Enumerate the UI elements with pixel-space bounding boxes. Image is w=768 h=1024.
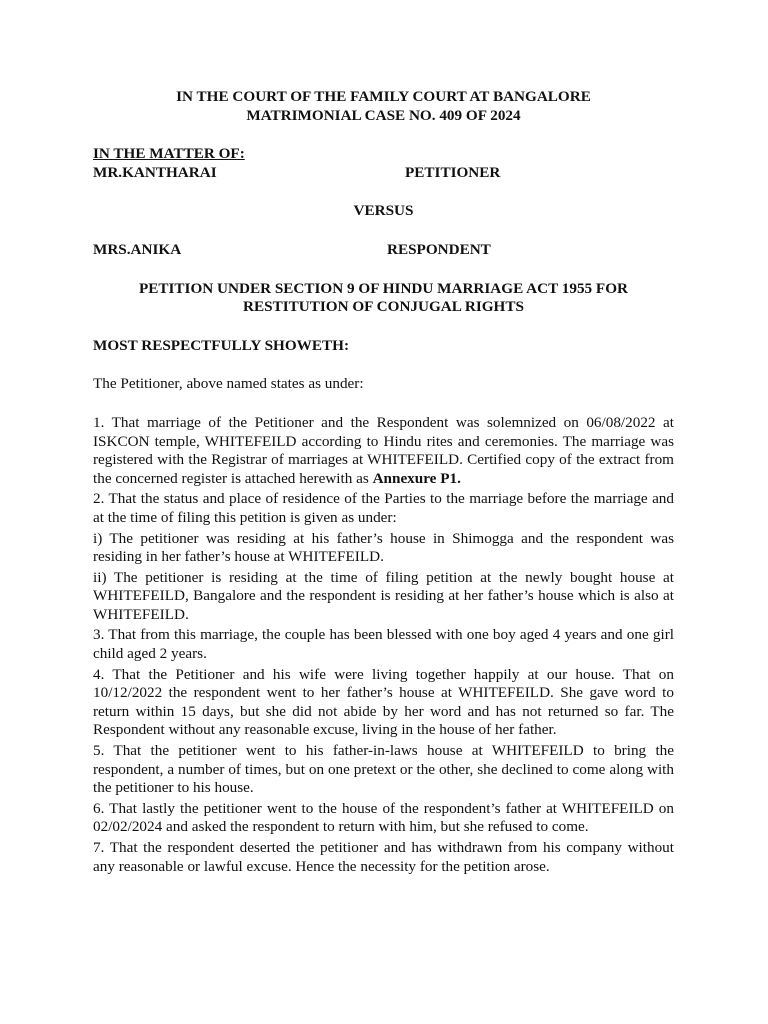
document-page	[93, 88, 674, 878]
intro-text: The Petitioner, above named states as under:	[93, 375, 364, 393]
petitioner-row	[93, 164, 674, 183]
court-heading-line1: IN THE COURT OF THE FAMILY COURT AT BANGALORE	[176, 88, 591, 105]
case-number: MATRIMONIAL CASE NO. 409 OF 2024	[246, 106, 521, 124]
matter-heading	[93, 145, 674, 164]
petition-title-line2: RESTITUTION OF CONJUGAL RIGHTS	[243, 298, 524, 316]
paragraph-4: 4. That the Petitioner and his wife were living together happily at our house. That on 10/12/2022 the respondent went to her father’s house at WHITEFEILD. She gave word to return within 15 days, but she did not abide by her word and has not returned so far. The Respondent without any reasonable excuse, living in the house of her father.	[93, 665, 674, 739]
paragraph-1-text: 1. That marriage of the Petitioner and the Respondent was solemnized on 06/08/2022 at ISKCON temple, WHITEFEILD according to Hindu rites and ceremonies. The marriage was registered with the Registrar of marriages at WHITEFEILD. Certified copy of the extract from the concerned register is attached herewith as	[93, 413, 674, 487]
petitioner-name: MR.KANTHARAI	[93, 163, 217, 181]
petition-title	[93, 280, 674, 317]
matter-label: IN THE MATTER OF:	[93, 145, 245, 163]
versus-label: VERSUS	[353, 202, 414, 220]
paragraph-2-ii: ii) The petitioner is residing at the time of filing petition at the newly bought house at WHITEFEILD, Bangalore and the respondent is residing at her father’s house which is also at WHITEFEILD.	[93, 568, 674, 623]
annexure-label: Annexure P1.	[372, 469, 461, 487]
showeth-heading: MOST RESPECTFULLY SHOWETH:	[93, 336, 349, 354]
paragraph-list	[93, 414, 674, 876]
paragraph-6: 6. That lastly the petitioner went to the house of the respondent’s father at WHITEFEILD on 02/02/2024 and asked the respondent to return with him, but she refused to come.	[93, 799, 674, 836]
respondent-row	[93, 241, 674, 260]
paragraph-3: 3. That from this marriage, the couple has been blessed with one boy aged 4 years and one girl child aged 2 years.	[93, 626, 674, 663]
paragraph-1	[93, 414, 674, 488]
petitioner-role: PETITIONER	[405, 163, 501, 181]
respondent-name: MRS.ANIKA	[93, 240, 182, 258]
paragraph-7: 7. That the respondent deserted the petitioner and has withdrawn from his company without any reasonable or lawful excuse. Hence the necessity for the petition arose.	[93, 839, 674, 875]
paragraph-5: 5. That the petitioner went to his father-in-laws house at WHITEFEILD to bring the respondent, a number of times, but on one pretext or the other, she declined to come along with the petitioner to his house.	[93, 742, 674, 797]
paragraph-2: 2. That the status and place of residence of the Parties to the marriage before the marriage and at the time of filing this petition is given as under:	[93, 490, 674, 526]
paragraph-2-i: i) The petitioner was residing at his father’s house in Shimogga and the respondent was residing in her father’s house at WHITEFEILD.	[93, 529, 674, 566]
court-heading	[93, 88, 674, 125]
petition-title-line1: PETITION UNDER SECTION 9 OF HINDU MARRIAGE ACT 1955 FOR	[138, 279, 628, 297]
respondent-role: RESPONDENT	[387, 240, 491, 258]
